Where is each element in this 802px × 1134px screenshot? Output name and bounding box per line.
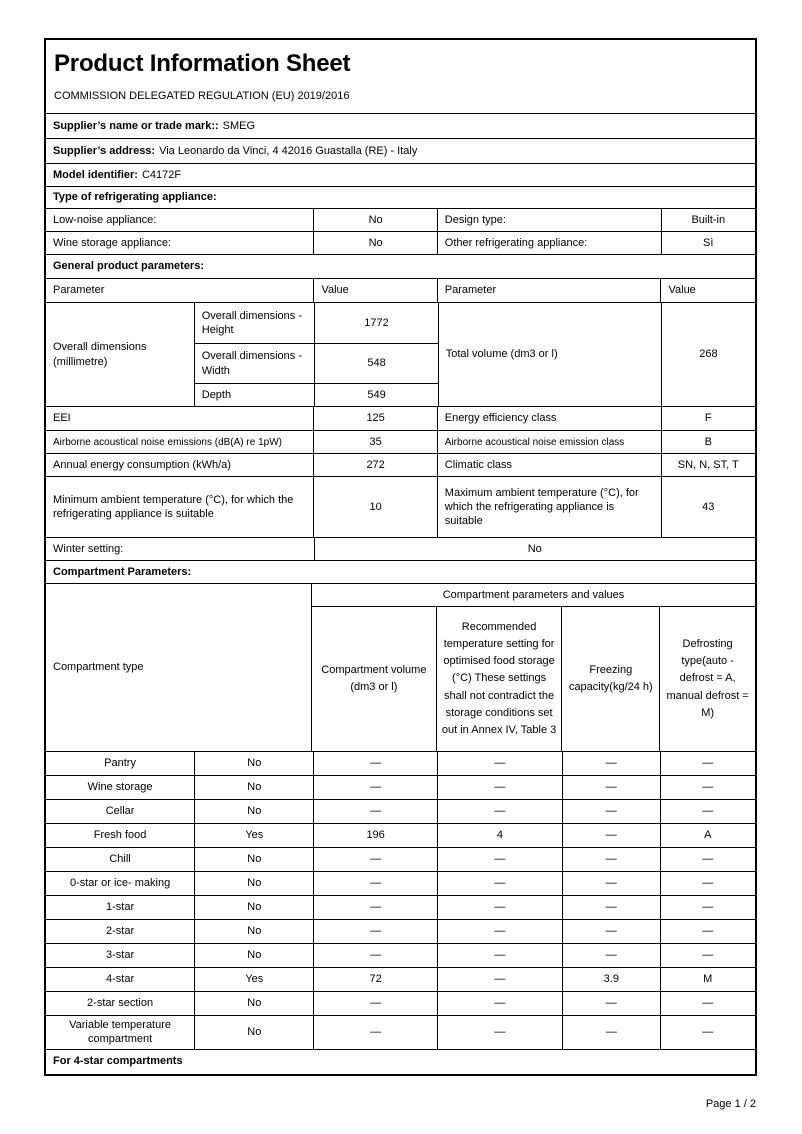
compartment-type-cell: Chill xyxy=(109,853,131,866)
compartment-temperature-cell: — xyxy=(437,800,562,823)
compartment-present-cell: No xyxy=(194,752,313,775)
wine-storage-value: No xyxy=(313,232,436,254)
noise-class-value: B xyxy=(661,431,755,453)
compartment-row xyxy=(46,896,755,920)
compartment-temperature-cell: 4 xyxy=(437,824,562,847)
compartment-freezing-cell: — xyxy=(562,776,659,799)
dimension-depth-row xyxy=(195,384,438,406)
low-noise-value: No xyxy=(313,209,436,231)
other-appliance-value: Sì xyxy=(661,232,755,254)
compartment-row xyxy=(46,944,755,968)
compartment-present-cell: No xyxy=(194,896,313,919)
winter-setting-value: No xyxy=(314,538,755,560)
compartment-row xyxy=(46,1016,755,1050)
compartment-volume-cell: 72 xyxy=(313,968,436,991)
compartment-volume-cell: — xyxy=(313,992,436,1015)
compartment-params-band: Compartment parameters and values xyxy=(312,584,755,607)
compartment-type-cell: 1-star xyxy=(106,901,135,914)
compartment-volume-cell: — xyxy=(313,848,436,871)
dimension-width-label: Overall dimensions - Width xyxy=(201,350,303,377)
dimensions-group-label: Overall dimensions (millimetre) xyxy=(53,341,147,368)
wine-storage-label: Wine storage appliance: xyxy=(53,236,172,249)
compartment-type-cell: 2-star section xyxy=(87,997,154,1010)
compartment-row xyxy=(46,968,755,992)
compartment-present-cell: No xyxy=(194,776,313,799)
model-identifier-label: Model identifier: xyxy=(53,168,138,181)
total-volume-value: 268 xyxy=(661,303,755,406)
compartment-volume-cell: — xyxy=(313,752,436,775)
compartment-type-cell: Wine storage xyxy=(87,781,153,794)
col-header-value-2: Value xyxy=(660,279,755,302)
page-title: Product Information Sheet xyxy=(54,50,351,77)
compartment-present-cell: No xyxy=(194,800,313,823)
compartment-row xyxy=(46,872,755,896)
model-identifier-row xyxy=(46,164,755,187)
compartment-defrost-cell: — xyxy=(660,896,755,919)
col-header-parameter-1: Parameter xyxy=(53,284,105,297)
compartment-defrost-cell: A xyxy=(660,824,755,847)
compartment-defrost-cell: — xyxy=(660,752,755,775)
col-header-value-1: Value xyxy=(313,279,436,302)
dimensions-nested-table xyxy=(194,303,438,406)
winter-setting-row xyxy=(46,538,755,561)
winter-setting-label: Winter setting: xyxy=(53,542,124,555)
design-type-value: Built-in xyxy=(661,209,755,231)
compartment-present-cell: No xyxy=(194,992,313,1015)
other-appliance-label: Other refrigerating appliance: xyxy=(437,232,661,254)
min-ambient-label: Minimum ambient temperature (°C), for which the refrigerating appliance is suitable xyxy=(53,493,294,520)
compartment-temperature-cell: — xyxy=(437,968,562,991)
compartment-present-cell: Yes xyxy=(194,968,313,991)
compartment-row xyxy=(46,848,755,872)
compartment-temperature-cell: — xyxy=(437,752,562,775)
max-ambient-label: Maximum ambient temperature (°C), for which the refrigerating appliance is suitable xyxy=(437,477,661,537)
eei-label: EEI xyxy=(53,412,71,425)
supplier-name-label: Supplier’s name or trade mark:: xyxy=(53,119,219,132)
annual-energy-row xyxy=(46,454,755,477)
compartment-params-header-group xyxy=(311,584,755,751)
dimension-width-row xyxy=(195,344,438,384)
compartment-temperature-cell: — xyxy=(437,776,562,799)
low-noise-row xyxy=(46,209,755,232)
max-ambient-value: 43 xyxy=(661,477,755,537)
compartment-subheaders xyxy=(312,607,755,751)
compartment-present-cell: No xyxy=(194,848,313,871)
product-info-sheet xyxy=(44,38,757,1076)
compartment-defrost-cell: — xyxy=(660,992,755,1015)
compartment-table-body xyxy=(46,752,755,1050)
compartment-present-cell: No xyxy=(194,944,313,967)
compartment-freezing-cell: — xyxy=(562,920,659,943)
col-header-parameter-2: Parameter xyxy=(437,279,661,302)
supplier-address-label: Supplier’s address: xyxy=(53,144,156,157)
design-type-label: Design type: xyxy=(437,209,661,231)
col-header-freezing: Freezing capacity(kg/24 h) xyxy=(561,607,659,751)
compartment-present-cell: No xyxy=(194,872,313,895)
compartment-freezing-cell: — xyxy=(562,992,659,1015)
compartment-row xyxy=(46,920,755,944)
noise-emissions-label: Airborne acoustical noise emissions (dB(A) re 1pW) xyxy=(53,436,282,448)
compartment-defrost-cell: M xyxy=(660,968,755,991)
compartment-present-cell: No xyxy=(194,1016,313,1049)
compartment-type-cell: 2-star xyxy=(106,925,135,938)
model-identifier-value: C4172F xyxy=(141,168,182,181)
compartment-type-cell: Pantry xyxy=(104,757,136,770)
dimension-height-row xyxy=(195,303,438,344)
compartment-type-cell: Fresh food xyxy=(93,829,147,842)
compartment-volume-cell: 196 xyxy=(313,824,436,847)
general-column-header-row xyxy=(46,279,755,303)
compartment-temperature-cell: — xyxy=(437,944,562,967)
compartment-row xyxy=(46,824,755,848)
energy-class-value: F xyxy=(661,407,755,430)
wine-storage-row xyxy=(46,232,755,255)
compartment-temperature-cell: — xyxy=(437,848,562,871)
compartment-freezing-cell: — xyxy=(562,944,659,967)
compartment-defrost-cell: — xyxy=(660,872,755,895)
compartment-volume-cell: — xyxy=(313,872,436,895)
compartment-freezing-cell: — xyxy=(562,872,659,895)
compartment-defrost-cell: — xyxy=(660,800,755,823)
noise-class-label: Airborne acoustical noise emission class xyxy=(437,431,661,453)
compartment-type-cell: 0-star or ice- making xyxy=(69,877,171,890)
dimension-depth-label: Depth xyxy=(201,388,232,401)
compartment-temperature-cell: — xyxy=(437,896,562,919)
compartment-freezing-cell: 3.9 xyxy=(562,968,659,991)
compartment-temperature-cell: — xyxy=(437,1016,562,1049)
compartment-volume-cell: — xyxy=(313,800,436,823)
supplier-address-value: Via Leonardo da Vinci, 4 42016 Guastalla (RE) - Italy xyxy=(159,144,418,157)
total-volume-label: Total volume (dm3 or l) xyxy=(438,303,661,406)
low-noise-label: Low-noise appliance: xyxy=(53,213,157,226)
climatic-class-value: SN, N, ST, T xyxy=(661,454,755,476)
compartment-defrost-cell: — xyxy=(660,944,755,967)
compartment-defrost-cell: — xyxy=(660,1016,755,1049)
compartment-type-cell: Cellar xyxy=(105,805,135,818)
compartment-volume-cell: — xyxy=(313,776,436,799)
dimension-height-value: 1772 xyxy=(314,303,437,343)
eei-value: 125 xyxy=(313,407,436,430)
dimension-height-label: Overall dimensions - Height xyxy=(201,309,303,336)
compartment-freezing-cell: — xyxy=(562,800,659,823)
compartment-volume-cell: — xyxy=(313,920,436,943)
compartment-defrost-cell: — xyxy=(660,776,755,799)
dimension-width-value: 548 xyxy=(314,344,437,383)
compartment-type-cell: 4-star xyxy=(106,973,135,986)
dimension-depth-value: 549 xyxy=(314,384,437,406)
compartment-section-heading: Compartment Parameters: xyxy=(46,561,755,584)
general-section-heading: General product parameters: xyxy=(46,255,755,279)
compartment-defrost-cell: — xyxy=(660,920,755,943)
compartment-volume-cell: — xyxy=(313,896,436,919)
type-section-heading: Type of refrigerating appliance: xyxy=(46,187,755,209)
compartment-freezing-cell: — xyxy=(562,848,659,871)
col-header-defrosting: Defrosting type(auto - defrost = A, manual defrost = M) xyxy=(659,607,755,751)
page-number: Page 1 / 2 xyxy=(705,1098,756,1110)
supplier-address-row xyxy=(46,139,755,164)
compartment-volume-cell: — xyxy=(313,1016,436,1049)
regulation-subtitle: COMMISSION DELEGATED REGULATION (EU) 2019/2016 xyxy=(54,89,350,102)
dimensions-row xyxy=(46,303,755,407)
compartment-table-header xyxy=(46,584,755,752)
compartment-volume-cell: — xyxy=(313,944,436,967)
compartment-freezing-cell: — xyxy=(562,752,659,775)
supplier-name-row xyxy=(46,114,755,139)
noise-emissions-value: 35 xyxy=(313,431,436,453)
climatic-class-label: Climatic class xyxy=(437,454,661,476)
compartment-present-cell: Yes xyxy=(194,824,313,847)
compartment-temperature-cell: — xyxy=(437,920,562,943)
compartment-freezing-cell: — xyxy=(562,1016,659,1049)
compartment-defrost-cell: — xyxy=(660,848,755,871)
col-header-temperature: Recommended temperature setting for optimised food storage (°C) These settings shall not contradict the storage conditions set out in Annex IV, Table 3 xyxy=(436,607,562,751)
compartment-temperature-cell: — xyxy=(437,992,562,1015)
energy-class-label: Energy efficiency class xyxy=(437,407,661,430)
compartment-type-cell: Variable temperature compartment xyxy=(69,1019,172,1046)
ambient-temperature-row xyxy=(46,477,755,538)
annual-energy-value: 272 xyxy=(313,454,436,476)
compartment-present-cell: No xyxy=(194,920,313,943)
four-star-section-heading: For 4-star compartments xyxy=(53,1055,183,1068)
col-header-volume: Compartment volume (dm3 or l) xyxy=(321,663,427,693)
compartment-type-cell: 3-star xyxy=(106,949,135,962)
min-ambient-value: 10 xyxy=(313,477,436,537)
compartment-row xyxy=(46,800,755,824)
supplier-name-value: SMEG xyxy=(222,119,256,132)
compartment-freezing-cell: — xyxy=(562,896,659,919)
compartment-row xyxy=(46,776,755,800)
compartment-temperature-cell: — xyxy=(437,872,562,895)
annual-energy-label: Annual energy consumption (kWh/a) xyxy=(53,458,231,471)
compartment-type-header: Compartment type xyxy=(53,661,144,674)
compartment-row xyxy=(46,752,755,776)
compartment-row xyxy=(46,992,755,1016)
title-block xyxy=(46,40,755,114)
noise-row xyxy=(46,431,755,454)
eei-row xyxy=(46,407,755,431)
compartment-freezing-cell: — xyxy=(562,824,659,847)
